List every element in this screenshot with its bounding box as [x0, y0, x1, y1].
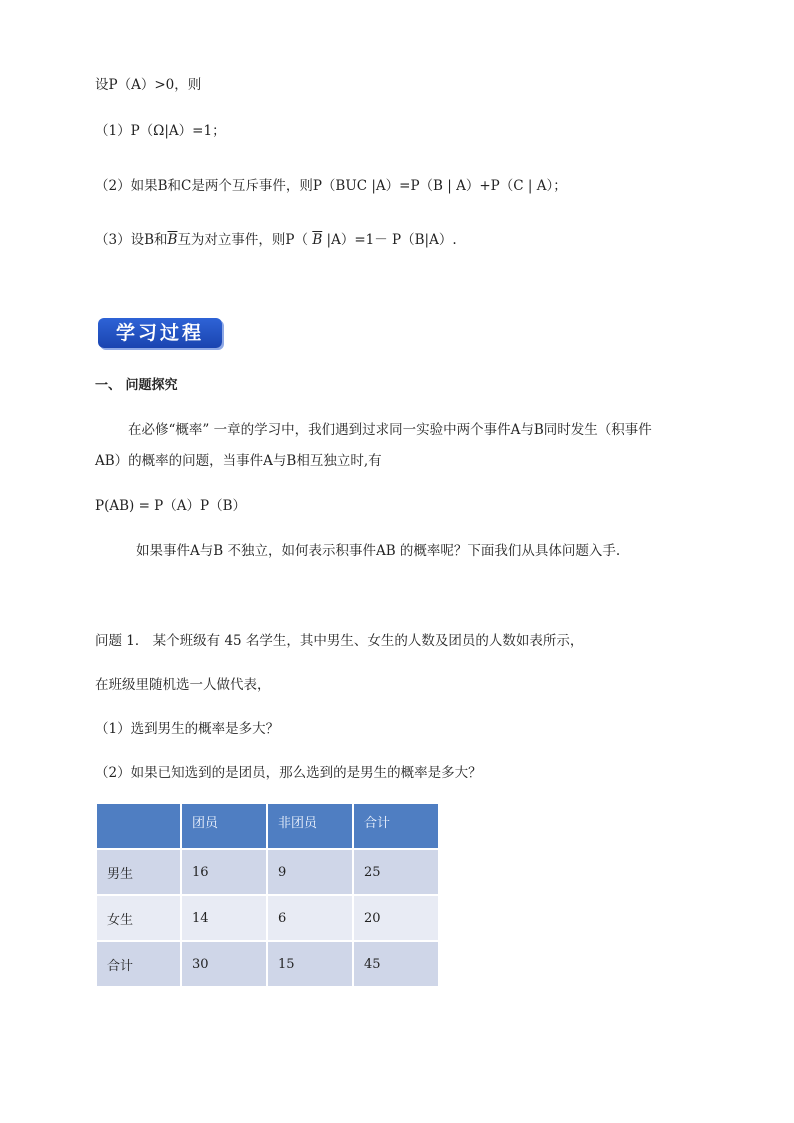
- complement-b-symbol-2: $\overline{B}$: [312, 232, 323, 248]
- question-1: （1）选到男生的概率是多大？: [95, 721, 280, 737]
- table-cell: 14: [182, 896, 266, 940]
- paragraph-2: 如果事件A与B 不独立，如何表示积事件AB 的概率呢？下面我们从具体问题入手.: [136, 543, 621, 559]
- property-3: [95, 231, 457, 249]
- table-cell: 16: [182, 850, 266, 894]
- table-row: [97, 942, 438, 986]
- table-row: [97, 896, 438, 940]
- property-3-part-a: （3）设B和: [95, 232, 168, 248]
- table-header-cell: 团员: [182, 804, 266, 848]
- paragraph-1-line-2: AB）的概率的问题，当事件A与B相互独立时,有: [95, 453, 382, 469]
- problem-1-line-1: 问题 1． 某个班级有 45 名学生，其中男生、女生的人数及团员的人数如表所示，: [95, 633, 584, 649]
- complement-b-symbol: $\overline{B}$: [167, 232, 178, 248]
- formula: P(AB) = P（A）P（B）: [95, 498, 247, 514]
- table-header-row: [97, 804, 438, 848]
- section-badge: 学习过程: [98, 318, 222, 348]
- table-cell: 6: [268, 896, 352, 940]
- question-2: （2）如果已知选到的是团员，那么选到的是男生的概率是多大？: [95, 765, 482, 781]
- table-cell: 合计: [97, 942, 180, 986]
- table-cell: 45: [354, 942, 438, 986]
- property-3-part-e: |A）=1－ P（B|A）.: [322, 232, 457, 248]
- property-3-part-c: 互为对立事件，则P（: [177, 232, 313, 248]
- premise-text: 设P（A）>0，则: [95, 77, 202, 93]
- table-cell: 20: [354, 896, 438, 940]
- table-cell: 25: [354, 850, 438, 894]
- table-header-cell: 合计: [354, 804, 438, 848]
- table-cell: 30: [182, 942, 266, 986]
- table-header-cell: 非团员: [268, 804, 352, 848]
- table-cell: 9: [268, 850, 352, 894]
- table-cell: 女生: [97, 896, 180, 940]
- table-header-cell: [97, 804, 180, 848]
- data-table: [95, 802, 440, 988]
- paragraph-1-line-1: 在必修“概率” 一章的学习中，我们遇到过求同一实验中两个事件A与B同时发生（积事件: [128, 422, 652, 438]
- table-row: [97, 850, 438, 894]
- section-heading: 一、 问题探究: [95, 378, 178, 393]
- table-cell: 男生: [97, 850, 180, 894]
- property-1: （1）P（Ω|A）=1；: [95, 123, 226, 139]
- property-2: （2）如果B和C是两个互斥事件，则P（BUC |A）=P（B | A）+P（C | A）；: [95, 178, 567, 194]
- table-cell: 15: [268, 942, 352, 986]
- problem-1-line-2: 在班级里随机选一人做代表，: [95, 677, 271, 693]
